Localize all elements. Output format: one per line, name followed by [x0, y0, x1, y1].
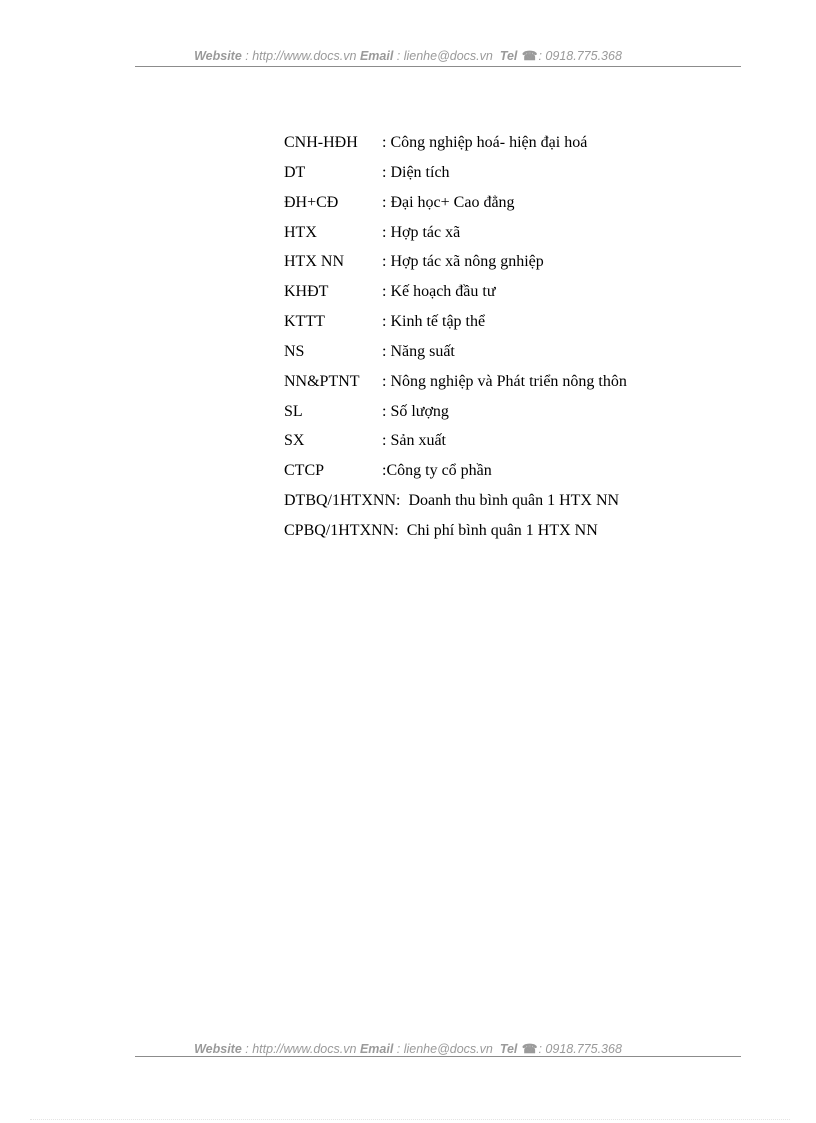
page-footer — [0, 1041, 816, 1056]
abbreviation-definition: : Nông nghiệp và Phát triển nông thôn — [382, 372, 627, 390]
abbreviation-row — [284, 131, 627, 161]
abbreviation-row — [284, 400, 627, 430]
abbreviation-term: KHĐT — [284, 283, 329, 301]
footer-rule — [135, 1056, 741, 1057]
footer-website-label: Website — [194, 1042, 242, 1056]
abbreviation-definition: : Sản xuất — [382, 432, 446, 450]
header-email-label: Email — [359, 49, 394, 63]
abbreviation-definition: : Kinh tế tập thể — [382, 313, 486, 331]
abbreviation-term: SX — [284, 432, 305, 450]
footer-website-value: : http://www.docs.vn — [245, 1042, 357, 1056]
abbreviation-row — [284, 310, 627, 340]
footer-tel-label: Tel — [499, 1042, 518, 1056]
header-website-value: : http://www.docs.vn — [245, 49, 357, 63]
abbreviation-term: DT — [284, 163, 306, 181]
abbreviation-row — [284, 191, 627, 221]
abbreviation-term: NS — [284, 342, 305, 360]
abbreviation-row — [284, 489, 627, 519]
footer-email-label: Email — [359, 1042, 394, 1056]
header-tel-label: Tel — [499, 49, 518, 63]
abbreviation-definition: : Năng suất — [382, 342, 455, 360]
abbreviation-term: ĐH+CĐ — [284, 193, 339, 211]
abbreviation-row — [284, 280, 627, 310]
abbreviation-definition: : Kế hoạch đầu tư — [382, 283, 496, 301]
abbreviation-definition: : Hợp tác xã nông gnhiệp — [382, 253, 544, 271]
page-header — [0, 48, 816, 63]
phone-icon: ☎ — [521, 49, 538, 63]
abbreviation-definition: : Công nghiệp hoá- hiện đại hoá — [382, 134, 588, 151]
header-tel-value: : 0918.775.368 — [538, 49, 622, 63]
abbreviation-row — [284, 370, 627, 400]
abbreviation-definition: Chi phí bình quân 1 HTX NN — [398, 521, 598, 539]
abbreviation-row — [284, 519, 627, 549]
header-website-label: Website — [194, 49, 242, 63]
abbreviation-term: NN&PTNT — [284, 372, 360, 390]
abbreviation-term: CPBQ/1HTXNN: — [284, 521, 399, 539]
footer-tel-value: : 0918.775.368 — [538, 1042, 622, 1056]
footer-email-value: : lienhe@docs.vn — [396, 1042, 493, 1056]
abbreviation-row — [284, 340, 627, 370]
abbreviation-term: HTX — [284, 223, 317, 241]
abbreviation-definition: : Đại học+ Cao đẳng — [382, 193, 515, 211]
abbreviation-term: SL — [284, 402, 303, 420]
abbreviation-term: DTBQ/1HTXNN: — [284, 492, 401, 510]
abbreviation-term: KTTT — [284, 313, 325, 331]
abbreviation-term: CNH-HĐH — [284, 134, 358, 151]
abbreviation-row — [284, 459, 627, 489]
abbreviation-row — [284, 429, 627, 459]
phone-icon: ☎ — [521, 1042, 538, 1056]
abbreviation-definition: : Diện tích — [382, 163, 450, 181]
abbreviation-definition: Doanh thu bình quân 1 HTX NN — [400, 492, 620, 510]
abbreviation-row — [284, 221, 627, 251]
abbreviation-term: CTCP — [284, 462, 325, 480]
abbreviation-row — [284, 250, 627, 280]
abbreviation-list — [284, 131, 627, 549]
header-email-value: : lienhe@docs.vn — [396, 49, 493, 63]
header-rule — [135, 66, 741, 67]
abbreviation-definition: :Công ty cổ phần — [382, 462, 492, 480]
abbreviation-definition: : Số lượng — [382, 402, 449, 420]
abbreviation-definition: : Hợp tác xã — [382, 223, 461, 241]
page-edge-divider — [30, 1119, 790, 1120]
abbreviation-term: HTX NN — [284, 253, 344, 271]
abbreviation-row — [284, 161, 627, 191]
